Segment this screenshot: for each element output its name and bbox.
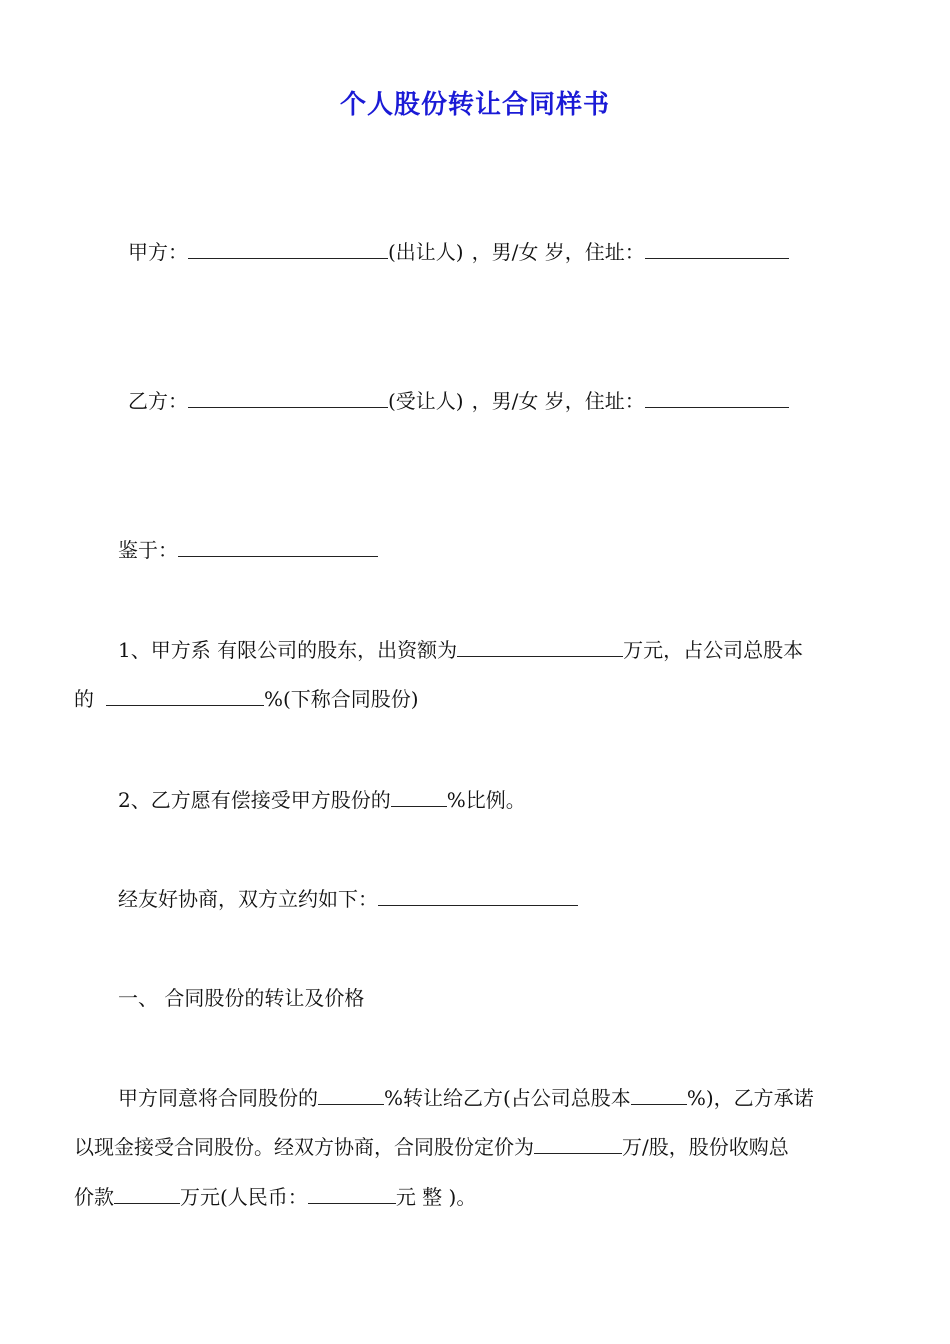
section-1-line-3 (74, 1183, 476, 1211)
whereas-label: 鉴于： (118, 538, 178, 562)
party-b-name-blank (188, 387, 388, 408)
clause-2-line (118, 786, 526, 814)
section-1-percent-blank (318, 1084, 384, 1105)
party-a-name-blank (188, 238, 388, 259)
whereas-line (118, 536, 378, 564)
party-a-label: 甲方： (128, 240, 188, 264)
agreement-intro-line (118, 885, 578, 913)
clause-2-text-b: %比例。 (446, 788, 526, 812)
party-b-label: 乙方： (128, 389, 188, 413)
section-1-text-f: 价款 (74, 1185, 114, 1209)
party-a-gender-age: ，男/女 岁，住址： (471, 240, 645, 264)
agreement-intro-blank (378, 885, 578, 906)
clause-1-text-c: 的 (74, 687, 94, 711)
section-1-total-blank (114, 1183, 180, 1204)
section-1-title: 一、 合同股份的转让及价格 (118, 986, 365, 1010)
party-a-role: (出让人) (388, 240, 464, 264)
section-1-text-a: 甲方同意将合同股份的 (118, 1086, 318, 1110)
section-1-line-2 (74, 1133, 789, 1161)
party-b-line (128, 387, 789, 415)
clause-1-percent-blank (106, 685, 264, 706)
section-1-price-blank (534, 1133, 622, 1154)
clause-1-line-2 (74, 685, 419, 713)
section-1-rmb-blank (308, 1183, 396, 1204)
clause-1-text-b: 万元，占公司总股本 (623, 638, 804, 662)
clause-1-capital-blank (457, 636, 623, 657)
clause-2-percent-blank (391, 786, 447, 807)
section-1-text-c: %)，乙方承诺 (686, 1086, 814, 1110)
section-1-text-d: 以现金接受合同股份。经双方协商，合同股份定价为 (74, 1135, 534, 1159)
clause-2-text-a: 2、乙方愿有偿接受甲方股份的 (118, 788, 391, 812)
party-b-gender-age: ，男/女 岁，住址： (471, 389, 645, 413)
document-title: 个人股份转让合同样书 (339, 90, 610, 120)
section-1-total-percent-blank (631, 1084, 687, 1105)
party-b-address-blank (645, 387, 789, 408)
party-a-address-blank (645, 238, 789, 259)
clause-1-text-a: 1、甲方系 有限公司的股东，出资额为 (118, 638, 458, 662)
section-1-text-e: 万/股，股份收购总 (622, 1135, 789, 1159)
party-b-role: (受让人) (388, 389, 464, 413)
clause-1-line-1 (118, 636, 803, 664)
whereas-blank (178, 536, 378, 557)
section-1-text-g: 万元(人民币： (180, 1185, 308, 1209)
section-1-text-h: 元 整 )。 (395, 1185, 477, 1209)
section-1-line-1 (118, 1084, 814, 1112)
section-1-text-b: %转让给乙方(占公司总股本 (384, 1086, 631, 1110)
agreement-intro-text: 经友好协商，双方立约如下： (118, 887, 378, 911)
clause-1-text-d: %(下称合同股份) (264, 687, 419, 711)
party-a-line (128, 238, 789, 266)
